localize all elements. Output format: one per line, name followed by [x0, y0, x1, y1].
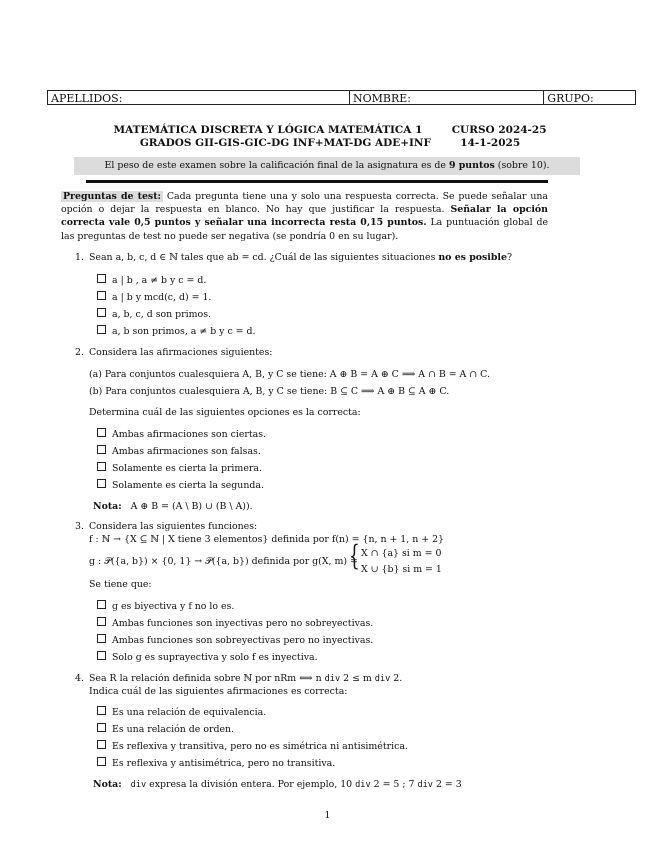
q2-option-1[interactable]: [97, 428, 266, 441]
q2-note: [93, 500, 253, 513]
group-field[interactable]: GRUPO:: [547, 92, 594, 105]
question-1: [75, 251, 550, 265]
degrees-line: GRADOS GII-GIS-GIC-DG INF+MAT-DG ADE+INF: [139, 137, 431, 149]
exam-weight-note: [74, 157, 580, 175]
question-stem: Sea R la relación definida sobre ℕ por nRm ⟺ n: [89, 673, 325, 684]
note-text-mid: 2 = 5 ; 7: [370, 779, 418, 790]
checkbox[interactable]: [97, 325, 106, 334]
checkbox[interactable]: [97, 740, 106, 749]
note-text: expresa la división entera. Por ejemplo, 10: [146, 779, 356, 790]
question-2: [75, 346, 550, 360]
option-label: a, b son primos, a ≠ b y c = d.: [112, 326, 256, 337]
course-year: CURSO 2024-25: [451, 124, 547, 136]
option-label: Ambas funciones son inyectivas pero no sobreyectivas.: [112, 618, 374, 629]
surname-field[interactable]: APELLIDOS:: [48, 91, 350, 104]
option-label: g es biyectiva y f no lo es.: [112, 601, 235, 612]
q4-option-4[interactable]: [97, 757, 335, 770]
q4-option-2[interactable]: [97, 723, 234, 736]
question-number: 1.: [75, 252, 84, 263]
checkbox[interactable]: [97, 634, 106, 643]
note-label: Nota:: [93, 779, 122, 790]
div-operator: div: [324, 674, 341, 684]
weight-points: 9 puntos: [448, 160, 495, 171]
q3-option-1[interactable]: [97, 600, 234, 613]
note-label: Nota:: [93, 501, 122, 512]
checkbox[interactable]: [97, 274, 106, 283]
div-operator: div: [374, 674, 391, 684]
option-label: Ambas funciones son sobreyectivas pero no inyectivas.: [112, 635, 374, 646]
question-3: [75, 520, 550, 534]
test-instructions: [61, 190, 548, 243]
option-label: Solamente es cierta la primera.: [112, 463, 262, 474]
note-text-end: 2 = 3: [432, 779, 462, 790]
cases-brace: {: [349, 539, 360, 572]
instructions-text-end: La puntuación global de las preguntas de test no puede ser negativa (se pondría 0 en su lugar).: [61, 217, 549, 242]
page-number: 1: [324, 810, 331, 821]
q2-statement-b: (b) Para conjuntos cualesquiera A, B, y C se tiene: B ⊆ C ⟹ A ⊕ B ⊆ A ⊕ C.: [89, 386, 450, 397]
q2-prompt: Determina cuál de las siguientes opciones es la correcta:: [89, 407, 361, 418]
q3-function-f: f : ℕ → {X ⊆ ℕ | X tiene 3 elementos} definida por f(n) = {n, n + 1, n + 2}: [89, 534, 445, 545]
weight-suffix: (sobre 10).: [494, 160, 550, 171]
q2-option-2[interactable]: [97, 445, 261, 458]
option-label: Solamente es cierta la segunda.: [112, 480, 264, 491]
option-label: a | b , a ≠ b y c = d.: [112, 275, 207, 286]
q4-option-3[interactable]: [97, 740, 408, 753]
q2-statement-a: (a) Para conjuntos cualesquiera A, B, y C se tiene: A ⊕ B = A ⊕ C ⟹ A ∩ B = A ∩ C.: [89, 369, 490, 380]
option-label: Ambas afirmaciones son ciertas.: [112, 429, 267, 440]
name-field[interactable]: NOMBRE:: [350, 91, 544, 104]
option-label: Es reflexiva y antisimétrica, pero no transitiva.: [112, 758, 336, 769]
question-stem-mid: 2 ≤ m: [340, 673, 375, 684]
checkbox[interactable]: [97, 462, 106, 471]
question-number: 4.: [75, 673, 84, 684]
checkbox[interactable]: [97, 308, 106, 317]
q1-option-1[interactable]: [97, 274, 206, 287]
question-number: 2.: [75, 347, 84, 358]
question-stem: Sean a, b, c, d ∈ ℕ tales que ab = cd. ¿Cuál de las siguientes situaciones: [89, 252, 439, 263]
q3-function-g: g : 𝒫({a, b}) × {0, 1} → 𝒫({a, b}) definida por g(X, m) =: [89, 556, 358, 567]
q1-option-3[interactable]: [97, 308, 211, 321]
instructions-heading: Preguntas de test:: [63, 191, 161, 202]
checkbox[interactable]: [97, 445, 106, 454]
question-number: 3.: [75, 521, 84, 532]
checkbox[interactable]: [97, 617, 106, 626]
option-label: Es una relación de orden.: [112, 724, 235, 735]
div-operator: div: [130, 780, 147, 790]
subject-title: MATEMÁTICA DISCRETA Y LÓGICA MATEMÁTICA 1: [113, 124, 423, 136]
checkbox[interactable]: [97, 428, 106, 437]
note-text: A ⊕ B = (A \ B) ∪ (B \ A)).: [130, 501, 253, 512]
q3-option-2[interactable]: [97, 617, 373, 630]
q4-prompt: Indica cuál de las siguientes afirmaciones es correcta:: [89, 686, 348, 697]
question-stem: Considera las siguientes funciones:: [89, 521, 258, 532]
q2-option-3[interactable]: [97, 462, 262, 475]
div-operator: div: [355, 780, 371, 790]
q3-option-4[interactable]: [97, 651, 318, 664]
option-label: a | b y mcd(c, d) = 1.: [112, 292, 212, 303]
exam-title: [60, 124, 600, 150]
divider: [86, 180, 548, 183]
q3-prompt: Se tiene que:: [89, 579, 152, 590]
instructions-scoring: Señalar la opción correcta vale 0,5 puntos y señalar una incorrecta resta 0,15 puntos.: [61, 204, 549, 229]
q4-option-1[interactable]: [97, 706, 266, 719]
student-info-header: [47, 90, 636, 105]
q2-option-4[interactable]: [97, 479, 264, 492]
question-stem-end: 2.: [390, 673, 403, 684]
exam-date: 14-1-2025: [460, 137, 521, 149]
q1-option-2[interactable]: [97, 291, 211, 304]
option-label: a, b, c, d son primos.: [112, 309, 211, 320]
checkbox[interactable]: [97, 479, 106, 488]
checkbox[interactable]: [97, 651, 106, 660]
question-emphasis: no es posible: [438, 252, 507, 263]
checkbox[interactable]: [97, 291, 106, 300]
q4-note: [93, 778, 462, 792]
q3-case-2: X ∪ {b} si m = 1: [361, 564, 442, 575]
option-label: Solo g es suprayectiva y solo f es inyectiva.: [112, 652, 318, 663]
checkbox[interactable]: [97, 600, 106, 609]
instructions-text: Cada pregunta tiene una y solo una respuesta correcta. Se puede señalar una opción o dejar la respuesta en blanco. No hay que justificar la respuesta.: [61, 191, 548, 216]
checkbox[interactable]: [97, 757, 106, 766]
weight-text: El peso de este examen sobre la calificación final de la asignatura es de: [104, 160, 449, 171]
q3-option-3[interactable]: [97, 634, 373, 647]
option-label: Es una relación de equivalencia.: [112, 707, 267, 718]
question-stem: Considera las afirmaciones siguientes:: [89, 347, 273, 358]
q3-case-1: X ∩ {a} si m = 0: [361, 548, 442, 559]
q1-option-4[interactable]: [97, 325, 256, 338]
div-operator: div: [417, 780, 433, 790]
checkbox[interactable]: [97, 706, 106, 715]
option-label: Ambas afirmaciones son falsas.: [112, 446, 261, 457]
checkbox[interactable]: [97, 723, 106, 732]
option-label: Es reflexiva y transitiva, pero no es simétrica ni antisimétrica.: [112, 741, 408, 752]
question-end: ?: [506, 252, 512, 263]
